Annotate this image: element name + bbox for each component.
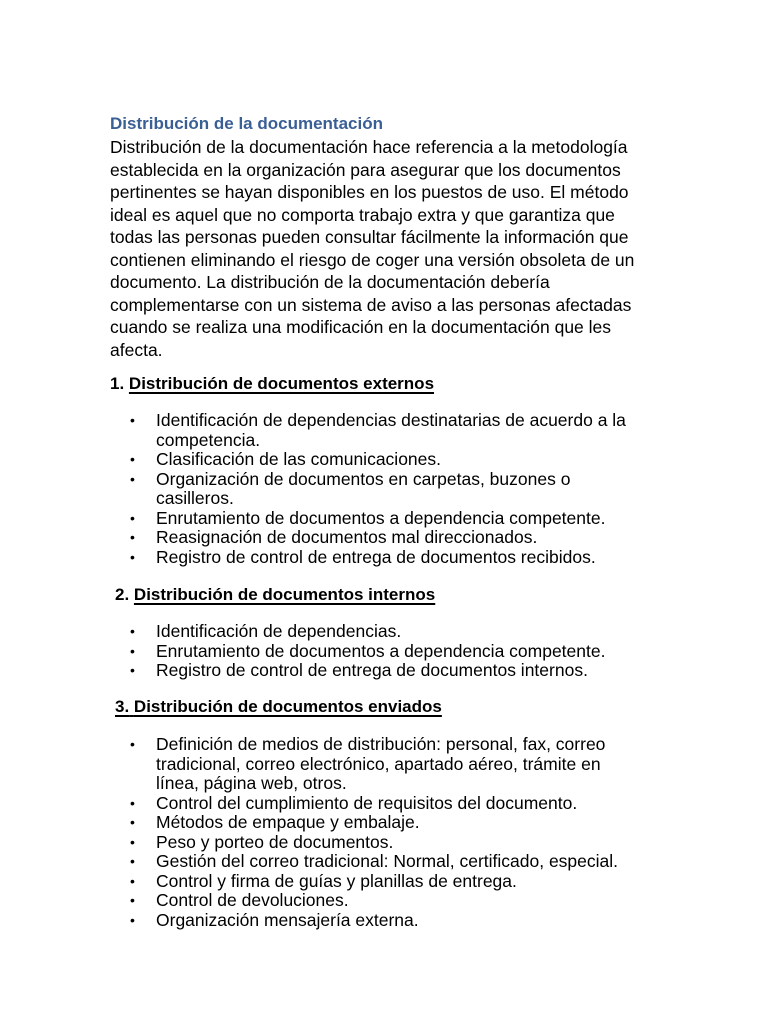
bullet-icon: • xyxy=(130,412,135,428)
list-item-text: línea, página web, otros. xyxy=(156,773,347,793)
list-item-text: Enrutamiento de documentos a dependencia competente. xyxy=(156,507,606,528)
list-item-text: Organización de documentos en carpetas, buzones o xyxy=(156,468,571,489)
list-item-text: Registro de control de entrega de documentos internos. xyxy=(156,660,588,680)
section-title: Distribución de documentos internos xyxy=(133,585,436,604)
section-title: Distribución de documentos enviados xyxy=(133,697,442,716)
bullet-icon: • xyxy=(130,833,135,850)
list-item xyxy=(130,833,690,853)
list-item xyxy=(130,794,690,814)
list-item-text: Identificación de dependencias destinatarias de acuerdo a la xyxy=(156,410,626,430)
bullet-icon: • xyxy=(130,470,135,487)
list-item xyxy=(130,528,690,548)
section-list-enviados xyxy=(130,735,690,930)
section-list-externos xyxy=(130,411,690,567)
list-item xyxy=(130,813,690,833)
list-item xyxy=(130,872,690,892)
bullet-icon: • xyxy=(130,853,135,869)
list-item-text: Reasignación de documentos mal direccionados. xyxy=(156,527,538,547)
section-heading-underlined xyxy=(115,697,442,716)
bullet-icon: • xyxy=(130,623,135,639)
list-item xyxy=(130,852,690,872)
list-item-text: Identificación de dependencias. xyxy=(156,621,402,641)
list-item-text: tradicional, correo electrónico, apartado aéreo, trámite en xyxy=(156,753,601,774)
list-item xyxy=(130,735,690,794)
bullet-icon: • xyxy=(130,736,135,752)
intro-line: pertinentes se hayan disponibles en los puestos de uso. El método xyxy=(110,182,629,202)
list-item-text: Registro de control de entrega de documentos recibidos. xyxy=(156,546,596,567)
list-item-text: competencia. xyxy=(156,429,261,450)
intro-paragraph xyxy=(110,136,670,361)
list-item xyxy=(130,911,690,931)
section-number: 2. xyxy=(115,585,130,604)
list-item xyxy=(130,470,690,509)
section-number: 1. xyxy=(110,374,125,393)
section-title: Distribución de documentos externos xyxy=(128,374,435,393)
bullet-icon: • xyxy=(130,451,135,467)
section-heading-externos xyxy=(110,373,434,395)
list-item xyxy=(130,891,690,911)
list-item xyxy=(130,661,690,681)
intro-line: cuando se realiza una modificación en la documentación que les xyxy=(110,317,612,337)
list-item-text: Clasificación de las comunicaciones. xyxy=(156,449,441,469)
list-item-text: Control y firma de guías y planillas de entrega. xyxy=(156,870,517,891)
bullet-icon: • xyxy=(130,662,135,678)
list-item-text: Gestión del correo tradicional: Normal, certificado, especial. xyxy=(156,851,619,871)
list-item xyxy=(130,622,690,642)
bullet-icon: • xyxy=(130,529,135,545)
list-item-text: Control del cumplimiento de requisitos del documento. xyxy=(156,792,578,813)
bullet-icon: • xyxy=(130,794,135,811)
list-item-text: Definición de medios de distribución: personal, fax, correo xyxy=(156,734,606,754)
section-heading-internos xyxy=(115,584,435,606)
list-item-text: Organización mensajería externa. xyxy=(156,909,419,930)
list-item-text: Peso y porteo de documentos. xyxy=(156,831,394,852)
document-title: Distribución de la documentación xyxy=(110,114,383,133)
intro-line: documento. La distribución de la documentación debería xyxy=(110,272,550,292)
list-item-text: Control de devoluciones. xyxy=(156,890,349,910)
bullet-icon: • xyxy=(130,509,135,526)
list-item-text: casilleros. xyxy=(156,488,234,508)
intro-line: afecta. xyxy=(110,339,163,360)
intro-line: establecida en la organización para asegurar que los documentos xyxy=(110,159,621,180)
section-list-internos xyxy=(130,622,690,681)
bullet-icon: • xyxy=(130,911,135,928)
intro-line: Distribución de la documentación hace referencia a la metodología xyxy=(110,137,628,157)
bullet-icon: • xyxy=(130,892,135,908)
intro-line: todas las personas pueden consultar fácilmente la información que xyxy=(110,227,629,247)
intro-line: contienen eliminando el riesgo de coger una versión obsoleta de un xyxy=(110,249,635,270)
intro-line: complementarse con un sistema de aviso a las personas afectadas xyxy=(110,294,632,315)
intro-line: ideal es aquel que no comporta trabajo extra y que garantiza que xyxy=(110,204,615,225)
list-item xyxy=(130,450,690,470)
list-item xyxy=(130,509,690,529)
list-item-text: Enrutamiento de documentos a dependencia competente. xyxy=(156,640,606,661)
list-item xyxy=(130,642,690,662)
bullet-icon: • xyxy=(130,548,135,565)
bullet-icon: • xyxy=(130,642,135,659)
bullet-icon: • xyxy=(130,872,135,889)
bullet-icon: • xyxy=(130,814,135,830)
list-item xyxy=(130,548,690,568)
section-number: 3. xyxy=(115,697,130,716)
section-heading-enviados xyxy=(115,696,442,718)
list-item-text: Métodos de empaque y embalaje. xyxy=(156,812,420,832)
list-item xyxy=(130,411,690,450)
